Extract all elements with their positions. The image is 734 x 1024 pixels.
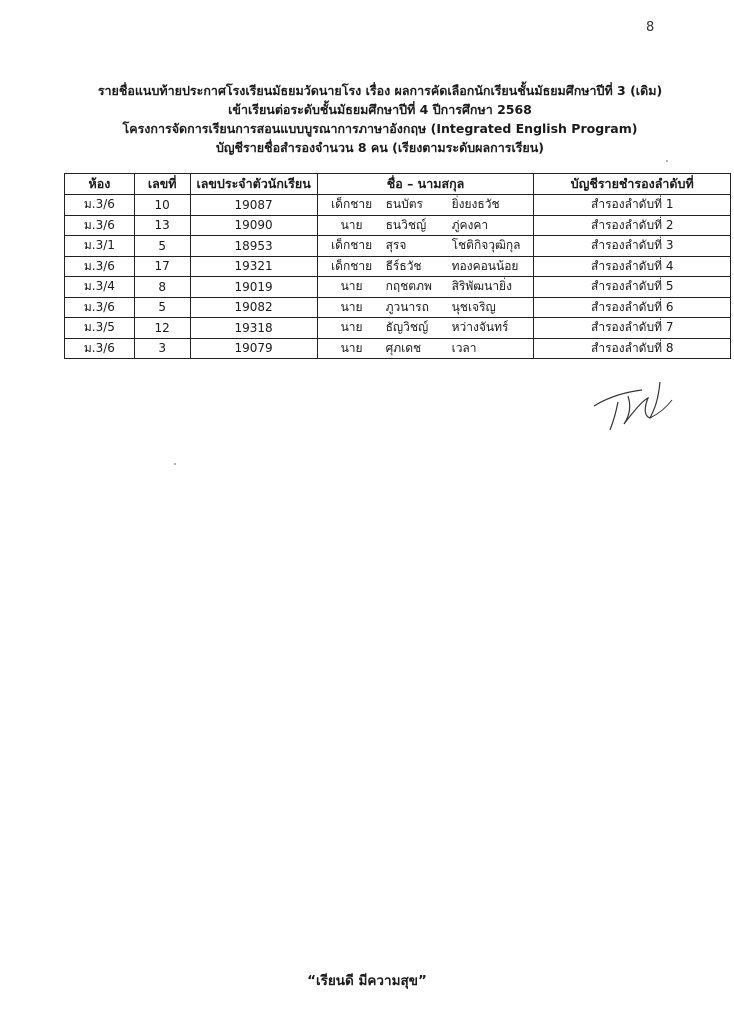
student-id-cell: 19321 bbox=[190, 256, 317, 277]
full-name-cell bbox=[317, 215, 534, 236]
table-row bbox=[65, 297, 731, 318]
table-row bbox=[65, 277, 731, 298]
heading-line-1: รายชื่อแนบท้ายประกาศโรงเรียนมัธยมวัดนายโรง เรื่อง ผลการคัดเลือกนักเรียนชั้นมัธยมศึกษาปีที่ 3 (เดิม) bbox=[97, 83, 663, 98]
number-cell: 3 bbox=[134, 338, 190, 359]
student-id-cell: 19019 bbox=[190, 277, 317, 298]
table-row bbox=[65, 318, 731, 339]
student-id-cell: 19318 bbox=[190, 318, 317, 339]
scan-speck bbox=[174, 463, 176, 465]
last-name: เวลา bbox=[451, 340, 477, 355]
header-student-id: เลขประจำตัวนักเรียน bbox=[190, 174, 317, 195]
full-name-cell bbox=[317, 318, 534, 339]
name-prefix: นาย bbox=[340, 217, 363, 232]
number-cell: 17 bbox=[134, 256, 190, 277]
name-prefix: เด็กชาย bbox=[331, 238, 373, 253]
reserve-rank-cell: สำรองลำดับที่ 2 bbox=[534, 215, 731, 236]
scan-speck bbox=[666, 160, 668, 162]
full-name-cell bbox=[317, 338, 534, 359]
heading-line-2: เข้าเรียนต่อระดับชั้นมัธยมศึกษาปีที่ 4 ปีการศึกษา 2568 bbox=[228, 102, 532, 117]
last-name: ยิ่งยงธวัช bbox=[451, 197, 500, 212]
student-id-cell: 19090 bbox=[190, 215, 317, 236]
room-cell: ม.3/6 bbox=[65, 256, 135, 277]
number-cell: 5 bbox=[134, 236, 190, 257]
first-name: กฤชตภพ bbox=[385, 279, 432, 294]
document-heading bbox=[60, 81, 700, 157]
reserve-rank-cell: สำรองลำดับที่ 4 bbox=[534, 256, 731, 277]
heading-line-4: บัญชีรายชื่อสำรองจำนวน 8 คน (เรียงตามระดับผลการเรียน) bbox=[215, 140, 545, 155]
student-id-cell: 19087 bbox=[190, 195, 317, 216]
student-id-cell: 18953 bbox=[190, 236, 317, 257]
name-prefix: นาย bbox=[340, 340, 363, 355]
last-name: ภู่คงคา bbox=[451, 217, 489, 232]
number-cell: 5 bbox=[134, 297, 190, 318]
full-name-cell bbox=[317, 256, 534, 277]
table-row bbox=[65, 256, 731, 277]
name-prefix: นาย bbox=[340, 299, 363, 314]
header-number: เลขที่ bbox=[134, 174, 190, 195]
reserve-rank-cell: สำรองลำดับที่ 5 bbox=[534, 277, 731, 298]
student-id-cell: 19079 bbox=[190, 338, 317, 359]
table-row bbox=[65, 195, 731, 216]
name-prefix: เด็กชาย bbox=[331, 197, 373, 212]
header-full-name: ชื่อ – นามสกุล bbox=[317, 174, 534, 195]
header-room: ห้อง bbox=[65, 174, 135, 195]
page-number: 8 bbox=[646, 20, 655, 35]
first-name: ธัญวิชญ์ bbox=[385, 320, 429, 335]
number-cell: 12 bbox=[134, 318, 190, 339]
last-name: นุชเจริญ bbox=[451, 299, 496, 314]
first-name: สุรจ bbox=[385, 238, 407, 253]
full-name-cell bbox=[317, 277, 534, 298]
full-name-cell bbox=[317, 195, 534, 216]
student-id-cell: 19082 bbox=[190, 297, 317, 318]
table-row bbox=[65, 338, 731, 359]
name-prefix: นาย bbox=[340, 320, 363, 335]
first-name: ศุภเดช bbox=[385, 340, 422, 355]
full-name-cell bbox=[317, 297, 534, 318]
table-header-row bbox=[65, 174, 731, 195]
reserve-rank-cell: สำรองลำดับที่ 3 bbox=[534, 236, 731, 257]
signature-icon bbox=[588, 378, 698, 438]
last-name: โชติกิจวุฒิกุล bbox=[451, 238, 521, 253]
room-cell: ม.3/4 bbox=[65, 277, 135, 298]
name-prefix: เด็กชาย bbox=[331, 258, 373, 273]
last-name: สิริพัฒนายิ่ง bbox=[451, 279, 512, 294]
reserve-rank-cell: สำรองลำดับที่ 1 bbox=[534, 195, 731, 216]
room-cell: ม.3/1 bbox=[65, 236, 135, 257]
reserve-rank-cell: สำรองลำดับที่ 6 bbox=[534, 297, 731, 318]
number-cell: 10 bbox=[134, 195, 190, 216]
number-cell: 8 bbox=[134, 277, 190, 298]
room-cell: ม.3/6 bbox=[65, 338, 135, 359]
reserve-rank-cell: สำรองลำดับที่ 8 bbox=[534, 338, 731, 359]
last-name: หว่างจันทร์ bbox=[451, 320, 509, 335]
first-name: ธีร์ธวัช bbox=[385, 258, 422, 273]
full-name-cell bbox=[317, 236, 534, 257]
reserve-list-table bbox=[64, 173, 731, 359]
room-cell: ม.3/6 bbox=[65, 297, 135, 318]
school-motto: “เรียนดี มีความสุข” bbox=[307, 973, 427, 989]
first-name: ธนบัตร bbox=[385, 197, 423, 212]
header-reserve-rank: บัญชีรายชำรองลำดับที่ bbox=[534, 174, 731, 195]
room-cell: ม.3/5 bbox=[65, 318, 135, 339]
room-cell: ม.3/6 bbox=[65, 195, 135, 216]
heading-line-3: โครงการจัดการเรียนการสอนแบบบูรณาการภาษาอังกฤษ (Integrated English Program) bbox=[122, 121, 638, 136]
number-cell: 13 bbox=[134, 215, 190, 236]
table-row bbox=[65, 215, 731, 236]
last-name: ทองคอนน้อย bbox=[451, 258, 519, 273]
table-row bbox=[65, 236, 731, 257]
reserve-rank-cell: สำรองลำดับที่ 7 bbox=[534, 318, 731, 339]
first-name: ธนวิชญ์ bbox=[385, 217, 427, 232]
name-prefix: นาย bbox=[340, 279, 363, 294]
room-cell: ม.3/6 bbox=[65, 215, 135, 236]
first-name: ภูวนารถ bbox=[385, 299, 429, 314]
